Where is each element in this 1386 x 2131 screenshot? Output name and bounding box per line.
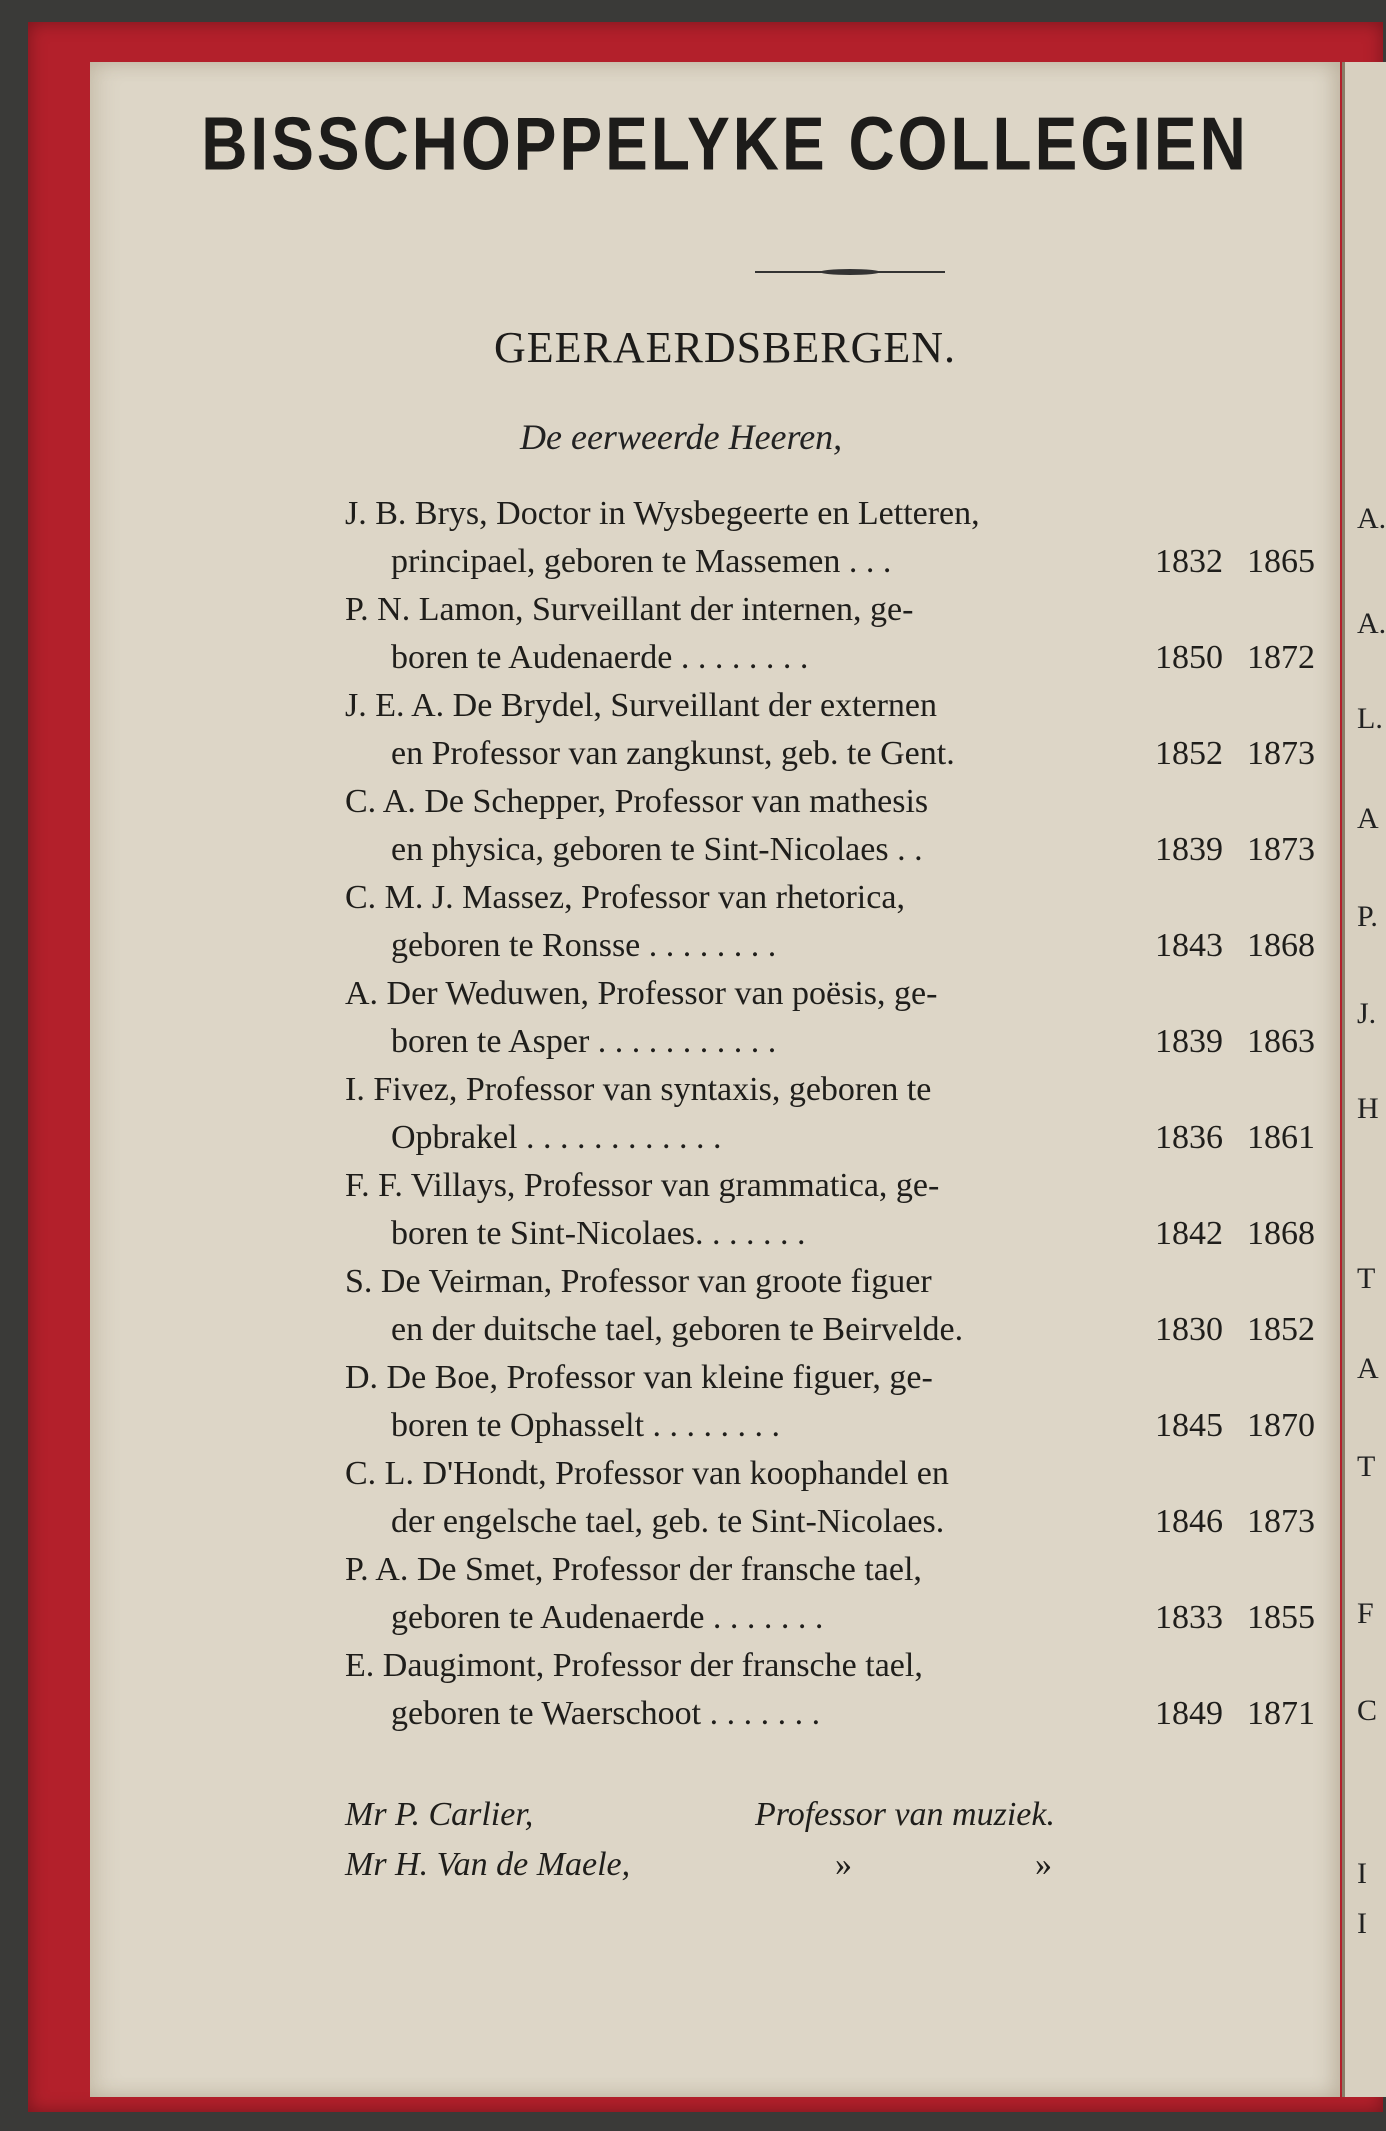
edge-letter: A (1357, 802, 1379, 835)
entry-years (1131, 1690, 1315, 1738)
entry-years (1131, 1498, 1315, 1546)
entry-line (345, 1306, 1335, 1354)
staff-entry (345, 682, 1335, 778)
staff-entry (345, 874, 1335, 970)
entry-years (1131, 922, 1315, 970)
staff-entry (345, 490, 1335, 586)
entry-text: der engelsche tael, geb. te Sint-Nicolaes. (391, 1503, 945, 1540)
staff-entry (345, 970, 1335, 1066)
year-appointed: 1872 (1247, 639, 1315, 676)
staff-entry (345, 586, 1335, 682)
entry-years (1131, 634, 1315, 682)
ornamental-rule (755, 271, 945, 273)
staff-entry (345, 1066, 1335, 1162)
teacher-name: Mr H. Van de Maele, (345, 1846, 631, 1883)
entry-line: C. A. De Schepper, Professor van mathesis (345, 783, 929, 820)
year-born: 1839 (1155, 831, 1223, 868)
year-born: 1830 (1155, 1311, 1223, 1348)
year-born: 1843 (1155, 927, 1223, 964)
entry-years (1131, 1210, 1315, 1258)
edge-letter: T (1357, 1450, 1376, 1483)
entry-line (345, 922, 1335, 970)
year-born: 1845 (1155, 1407, 1223, 1444)
edge-letter: A. (1357, 502, 1386, 535)
entry-line (345, 1210, 1335, 1258)
staff-entry (345, 1258, 1335, 1354)
greeting-line: De eerweerde Heeren, (520, 417, 843, 457)
footer-row (345, 1840, 1245, 1890)
entry-line: C. L. D'Hondt, Professor van koophandel en (345, 1455, 949, 1492)
entry-line (345, 538, 1335, 586)
entry-line: C. M. J. Massez, Professor van rhetorica, (345, 879, 905, 916)
entry-text: en der duitsche tael, geboren te Beirvelde. (391, 1311, 964, 1348)
entry-line: S. De Veirman, Professor van groote figuer (345, 1263, 932, 1300)
teacher-name: Mr P. Carlier, (345, 1796, 534, 1833)
edge-letter: P. (1357, 900, 1378, 933)
entry-line (345, 730, 1335, 778)
entry-text: Opbrakel . . . . . . . . . . . . (391, 1119, 722, 1156)
entry-line: E. Daugimont, Professor der fransche tael, (345, 1647, 923, 1684)
staff-entry (345, 1354, 1335, 1450)
footer-row (345, 1790, 1245, 1840)
year-appointed: 1865 (1247, 543, 1315, 580)
staff-entry (345, 778, 1335, 874)
entry-years (1131, 1402, 1315, 1450)
entry-text: geboren te Audenaerde . . . . . . . (391, 1599, 824, 1636)
entry-line: J. B. Brys, Doctor in Wysbegeerte en Letteren, (345, 495, 980, 532)
year-born: 1836 (1155, 1119, 1223, 1156)
entry-line (345, 1402, 1335, 1450)
entry-line (345, 826, 1335, 874)
edge-letter: A (1357, 1352, 1379, 1385)
year-appointed: 1861 (1247, 1119, 1315, 1156)
page-title: BISSCHOPPELYKE COLLEGIEN (201, 101, 1249, 187)
section-heading: GEERAERDSBERGEN. (493, 323, 957, 372)
edge-letter: J. (1357, 997, 1377, 1030)
entry-years (1131, 1018, 1315, 1066)
entry-text: boren te Asper . . . . . . . . . . . (391, 1023, 777, 1060)
entry-line (345, 1114, 1335, 1162)
year-born: 1839 (1155, 1023, 1223, 1060)
entry-text: boren te Ophasselt . . . . . . . . (391, 1407, 781, 1444)
entry-line: I. Fivez, Professor van syntaxis, geboren te (345, 1071, 932, 1108)
entry-text: boren te Audenaerde . . . . . . . . (391, 639, 809, 676)
year-born: 1850 (1155, 639, 1223, 676)
entry-line: P. A. De Smet, Professor der fransche tael, (345, 1551, 922, 1588)
edge-letter: T (1357, 1262, 1376, 1295)
ditto-mark: » (1035, 1846, 1052, 1883)
year-appointed: 1873 (1247, 1503, 1315, 1540)
edge-letter: L. (1357, 702, 1383, 735)
entry-line (345, 634, 1335, 682)
teacher-role: Professor van muziek. (755, 1796, 1055, 1833)
edge-letter: I (1357, 1907, 1367, 1940)
entry-line (345, 1498, 1335, 1546)
entry-line: J. E. A. De Brydel, Surveillant der externen (345, 687, 938, 724)
entry-text: principael, geboren te Massemen . . . (391, 543, 892, 580)
entry-text: en physica, geboren te Sint-Nicolaes . . (391, 831, 923, 868)
ditto-mark: » (835, 1846, 852, 1883)
entry-line (345, 1018, 1335, 1066)
year-appointed: 1871 (1247, 1695, 1315, 1732)
entry-text: geboren te Ronsse . . . . . . . . (391, 927, 777, 964)
year-born: 1849 (1155, 1695, 1223, 1732)
entry-line: P. N. Lamon, Surveillant der internen, ge- (345, 591, 914, 628)
entry-text: en Professor van zangkunst, geb. te Gent. (391, 735, 955, 772)
entry-line: A. Der Weduwen, Professor van poësis, ge- (345, 975, 938, 1012)
staff-entry (345, 1162, 1335, 1258)
year-appointed: 1868 (1247, 927, 1315, 964)
staff-entry (345, 1546, 1335, 1642)
year-born: 1842 (1155, 1215, 1223, 1252)
edge-letter: A. (1357, 607, 1386, 640)
edge-letter: H (1357, 1092, 1379, 1125)
entry-line (345, 1594, 1335, 1642)
staff-entry (345, 1450, 1335, 1546)
edge-letter: I (1357, 1857, 1367, 1890)
entry-line: F. F. Villays, Professor van grammatica, ge- (345, 1167, 940, 1204)
entry-years (1131, 1594, 1315, 1642)
entry-text: geboren te Waerschoot . . . . . . . (391, 1695, 821, 1732)
year-appointed: 1852 (1247, 1311, 1315, 1348)
entry-years (1131, 1306, 1315, 1354)
entry-years (1131, 730, 1315, 778)
entry-line (345, 1690, 1335, 1738)
year-born: 1833 (1155, 1599, 1223, 1636)
adjacent-page-edge (1342, 62, 1386, 2097)
staff-entry (345, 1642, 1335, 1738)
year-appointed: 1868 (1247, 1215, 1315, 1252)
year-appointed: 1870 (1247, 1407, 1315, 1444)
year-appointed: 1873 (1247, 831, 1315, 868)
music-teachers (345, 1790, 1245, 1890)
year-born: 1852 (1155, 735, 1223, 772)
edge-letter: F (1357, 1597, 1374, 1630)
entry-years (1131, 538, 1315, 586)
year-born: 1846 (1155, 1503, 1223, 1540)
entry-line: D. De Boe, Professor van kleine figuer, ge- (345, 1359, 933, 1396)
staff-list (345, 490, 1335, 1738)
entry-years (1131, 826, 1315, 874)
edge-letter: C (1357, 1694, 1378, 1727)
entry-years (1131, 1114, 1315, 1162)
year-born: 1832 (1155, 543, 1223, 580)
year-appointed: 1863 (1247, 1023, 1315, 1060)
year-appointed: 1855 (1247, 1599, 1315, 1636)
year-appointed: 1873 (1247, 735, 1315, 772)
entry-text: boren te Sint-Nicolaes. . . . . . . (391, 1215, 806, 1252)
